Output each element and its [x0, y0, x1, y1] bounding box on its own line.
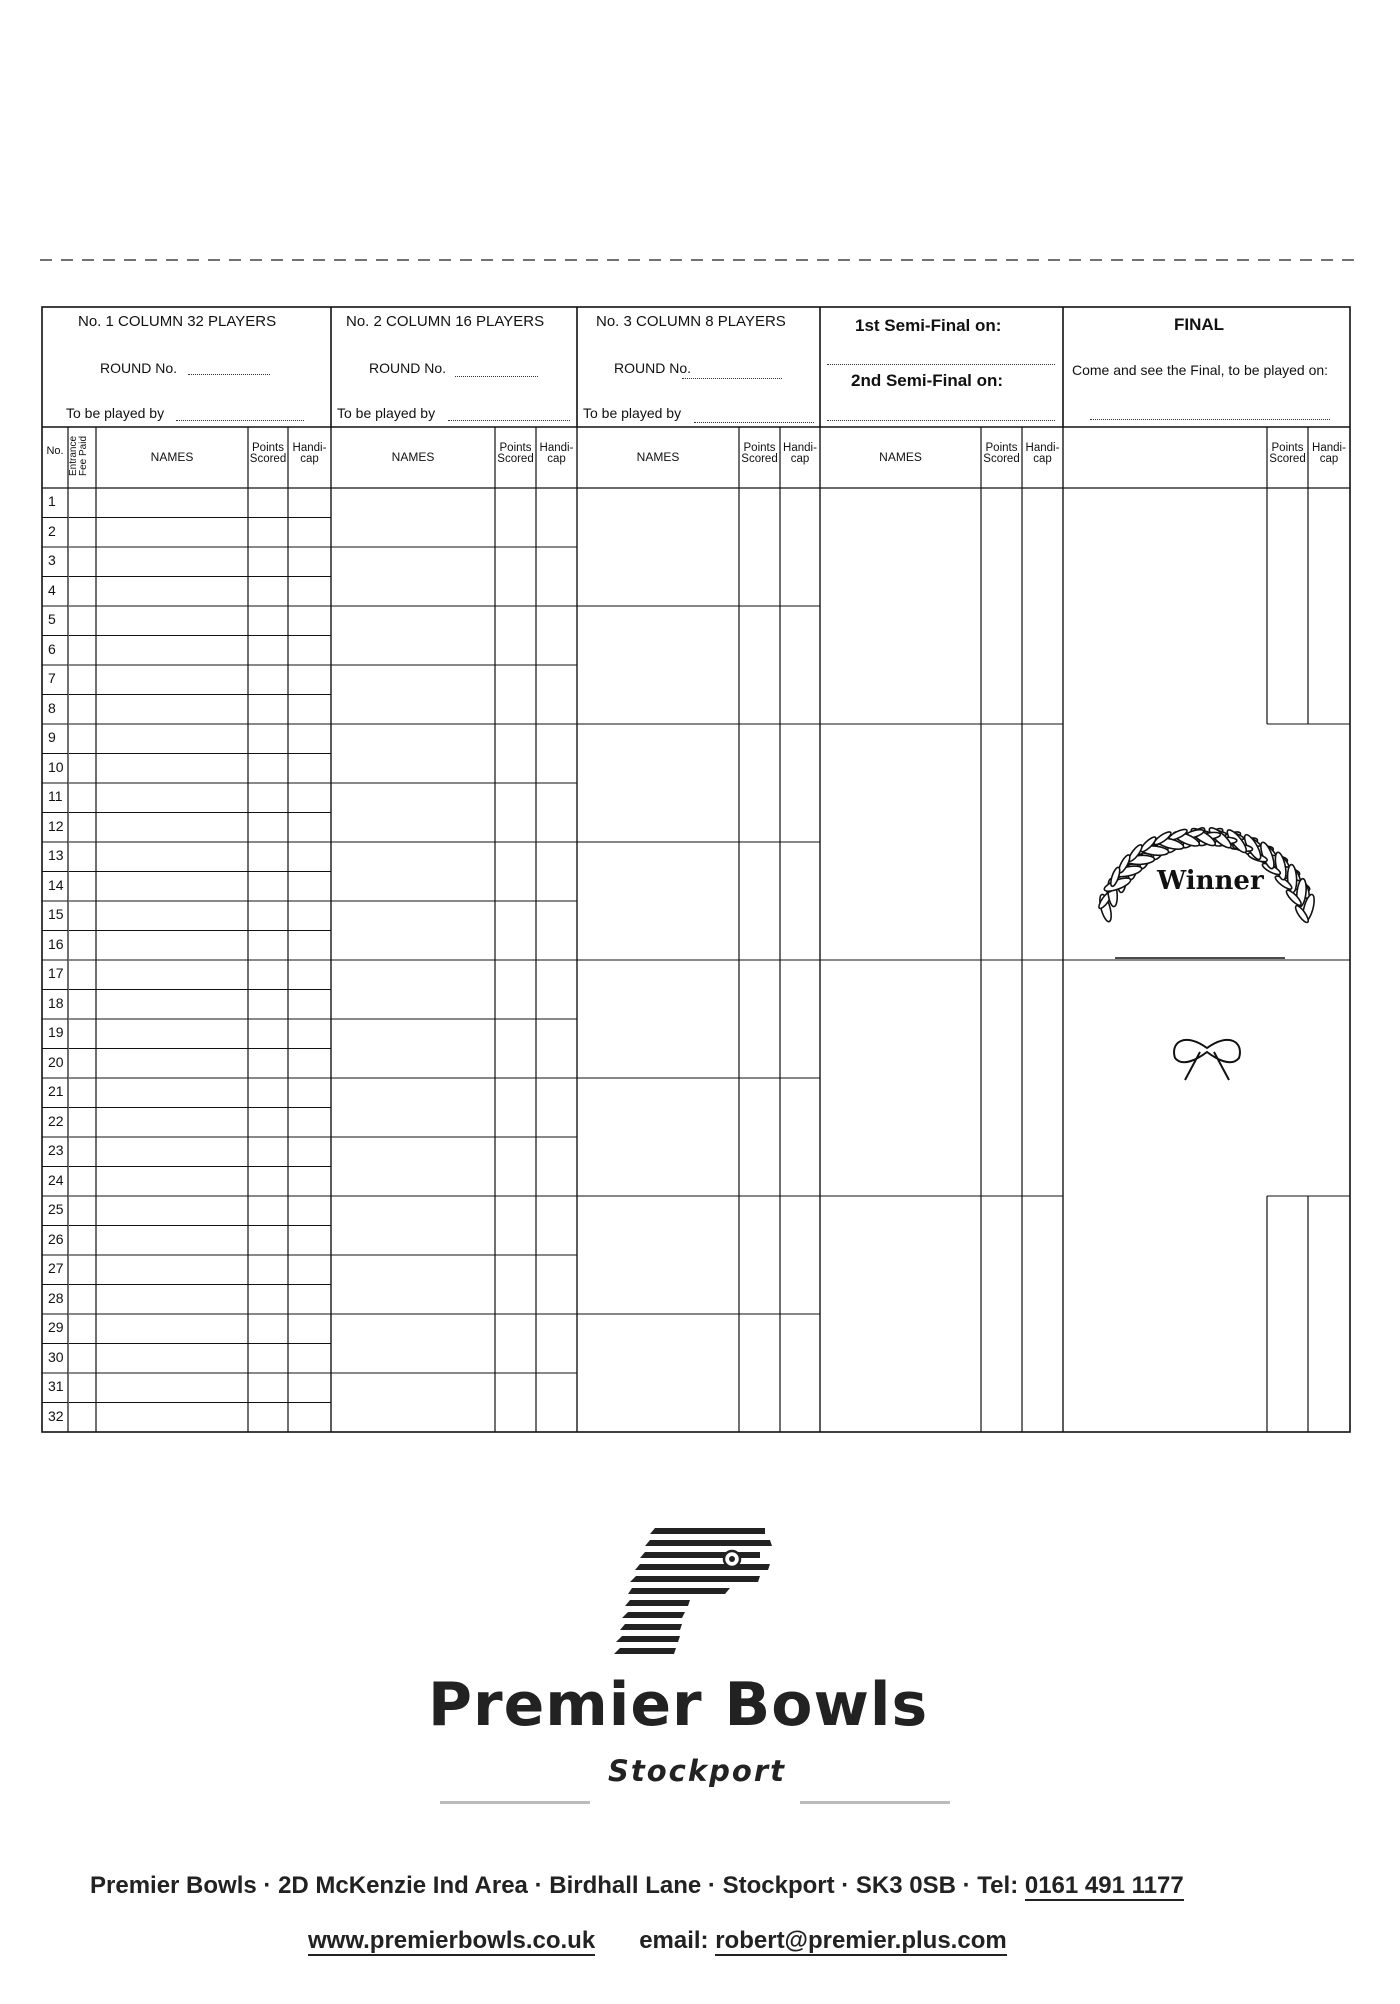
semi-final-2-label: 2nd Semi-Final on:	[851, 371, 1004, 390]
header-handicap-4-line1: Handi-	[1025, 442, 1060, 454]
played-by-3-input[interactable]	[694, 422, 814, 423]
row-number: 29	[48, 1319, 64, 1335]
header-handicap-4	[1022, 443, 1063, 465]
round-1-input[interactable]	[188, 374, 270, 375]
row-number: 15	[48, 906, 64, 922]
row-number: 8	[48, 699, 56, 716]
row-number: 25	[48, 1201, 64, 1217]
header-handicap-5	[1308, 443, 1350, 465]
row-number: 19	[48, 1024, 64, 1040]
header-handicap-1-line2: cap	[300, 453, 319, 465]
row-number: 12	[48, 817, 64, 834]
header-no	[42, 446, 68, 457]
row-number: 5	[48, 611, 56, 627]
row-number: 28	[48, 1289, 64, 1306]
final-note: Come and see the Final, to be played on:	[1072, 362, 1329, 378]
header-handicap-4-line2: cap	[1033, 453, 1052, 465]
column-3-played-by-label: To be played by	[583, 405, 682, 421]
header-handicap-2-line2: cap	[547, 453, 566, 465]
column-1-round-label: ROUND No.	[100, 360, 178, 376]
header-handicap-2-line1: Handi-	[539, 442, 574, 454]
header-handicap-1-line1: Handi-	[292, 442, 327, 454]
header-names-4-line1: NAMES	[879, 450, 922, 464]
header-points-2	[495, 443, 536, 465]
row-number: 11	[48, 788, 63, 804]
row-number: 2	[48, 522, 56, 539]
header-names-3-line1: NAMES	[636, 450, 680, 464]
winner-wreath-icon	[1075, 810, 1340, 1090]
final-date-input[interactable]	[1090, 419, 1330, 420]
row-number: 6	[48, 640, 56, 657]
header-points-3-line1: Points	[743, 442, 776, 454]
header-handicap-5-line1: Handi-	[1312, 442, 1346, 454]
header-handicap-1	[288, 443, 331, 465]
column-2-played-by-label: To be played by	[337, 405, 436, 421]
header-names-2	[331, 452, 495, 463]
row-number: 26	[48, 1230, 64, 1247]
header-handicap-5-line2: cap	[1319, 453, 1339, 465]
header-names-3	[577, 452, 739, 463]
column-1-title: No. 1 COLUMN 32 PLAYERS	[78, 313, 277, 330]
semi-final-1-label: 1st Semi-Final on:	[855, 316, 1002, 335]
header-points-5-line1: Points	[1271, 442, 1304, 454]
header-handicap-2	[536, 443, 577, 465]
row-number: 17	[48, 965, 64, 981]
header-handicap-3-line2: cap	[790, 453, 810, 465]
row-number: 7	[48, 670, 56, 686]
header-points-3	[739, 443, 780, 465]
header-names-2-line1: NAMES	[391, 450, 435, 464]
brand-rule-left	[440, 1801, 590, 1804]
row-number: 9	[48, 729, 56, 745]
row-number: 20	[48, 1053, 64, 1070]
header-no-line1: No.	[46, 445, 64, 457]
entrance-line1: Entrance	[68, 435, 79, 477]
header-points-5	[1267, 443, 1308, 465]
semi-final-1-input[interactable]	[827, 364, 1055, 365]
played-by-2-input[interactable]	[448, 420, 570, 421]
column-3-round-label: ROUND No.	[614, 360, 692, 376]
row-number: 24	[48, 1171, 64, 1188]
header-points-1-line1: Points	[252, 442, 284, 454]
final-title: FINAL	[1174, 315, 1225, 334]
played-by-1-input[interactable]	[176, 420, 304, 421]
row-number: 30	[48, 1348, 64, 1365]
header-points-2-line1: Points	[499, 442, 532, 454]
row-number: 23	[48, 1142, 64, 1158]
wreath-bow	[1174, 1040, 1240, 1080]
round-2-input[interactable]	[455, 376, 538, 377]
header-points-5-line2: Scored	[1269, 453, 1306, 465]
row-number: 14	[48, 876, 64, 893]
row-number: 1	[48, 493, 56, 509]
header-points-4-line1: Points	[985, 442, 1018, 454]
brand-town: Stockport	[608, 1754, 786, 1788]
semi-final-2-input[interactable]	[827, 420, 1055, 421]
header-points-4-line2: Scored	[983, 453, 1020, 465]
brand-name: Premier Bowls	[428, 1670, 929, 1740]
footer-contact-line	[308, 1927, 1007, 1955]
header-names-4	[820, 452, 981, 463]
row-number: 10	[48, 758, 64, 775]
column-2-title: No. 2 COLUMN 16 PLAYERS	[346, 313, 545, 330]
column-1-played-by-label: To be played by	[66, 405, 165, 421]
footer-phone[interactable]: 0161 491 1177	[1024, 1872, 1184, 1899]
column-2-round-label: ROUND No.	[369, 360, 447, 376]
footer-email-label: email:	[639, 1927, 716, 1954]
row-number: 22	[48, 1112, 64, 1129]
row-number: 4	[48, 581, 56, 598]
header-points-1	[248, 443, 288, 465]
header-names-1	[96, 452, 248, 463]
footer-email-link[interactable]: robert@premier.plus.com	[715, 1927, 1007, 1954]
brand-rule-right	[800, 1801, 950, 1804]
row-number: 21	[48, 1083, 64, 1099]
round-3-input[interactable]	[682, 378, 782, 379]
row-number: 18	[48, 994, 64, 1011]
row-number: 16	[48, 935, 64, 952]
header-points-1-line2: Scored	[249, 453, 287, 465]
footer-address: Premier Bowls · 2D McKenzie Ind Area · Birdhall Lane · Stockport · SK3 0SB · Tel:	[90, 1872, 1025, 1899]
row-number: 3	[48, 552, 56, 568]
row-number: 31	[48, 1378, 64, 1394]
footer-website-link[interactable]: www.premierbowls.co.uk	[308, 1927, 596, 1954]
header-entrance-fee-paid	[69, 427, 89, 485]
header-handicap-3-line1: Handi-	[783, 442, 817, 454]
footer-address-line	[90, 1872, 1184, 1900]
header-points-2-line2: Scored	[497, 453, 534, 465]
header-handicap-3	[780, 443, 820, 465]
header-points-4	[981, 443, 1022, 465]
premier-bowls-logo-icon	[610, 1520, 780, 1670]
column-3-title: No. 3 COLUMN 8 PLAYERS	[596, 313, 786, 330]
entrance-line2: Fee Paid	[78, 435, 89, 477]
header-points-3-line2: Scored	[741, 453, 778, 465]
row-number: 27	[48, 1260, 64, 1276]
winner-label: Winner	[1157, 866, 1264, 896]
row-number: 13	[48, 847, 64, 863]
header-names-1-line1: NAMES	[150, 450, 194, 464]
row-number: 32	[48, 1407, 64, 1424]
